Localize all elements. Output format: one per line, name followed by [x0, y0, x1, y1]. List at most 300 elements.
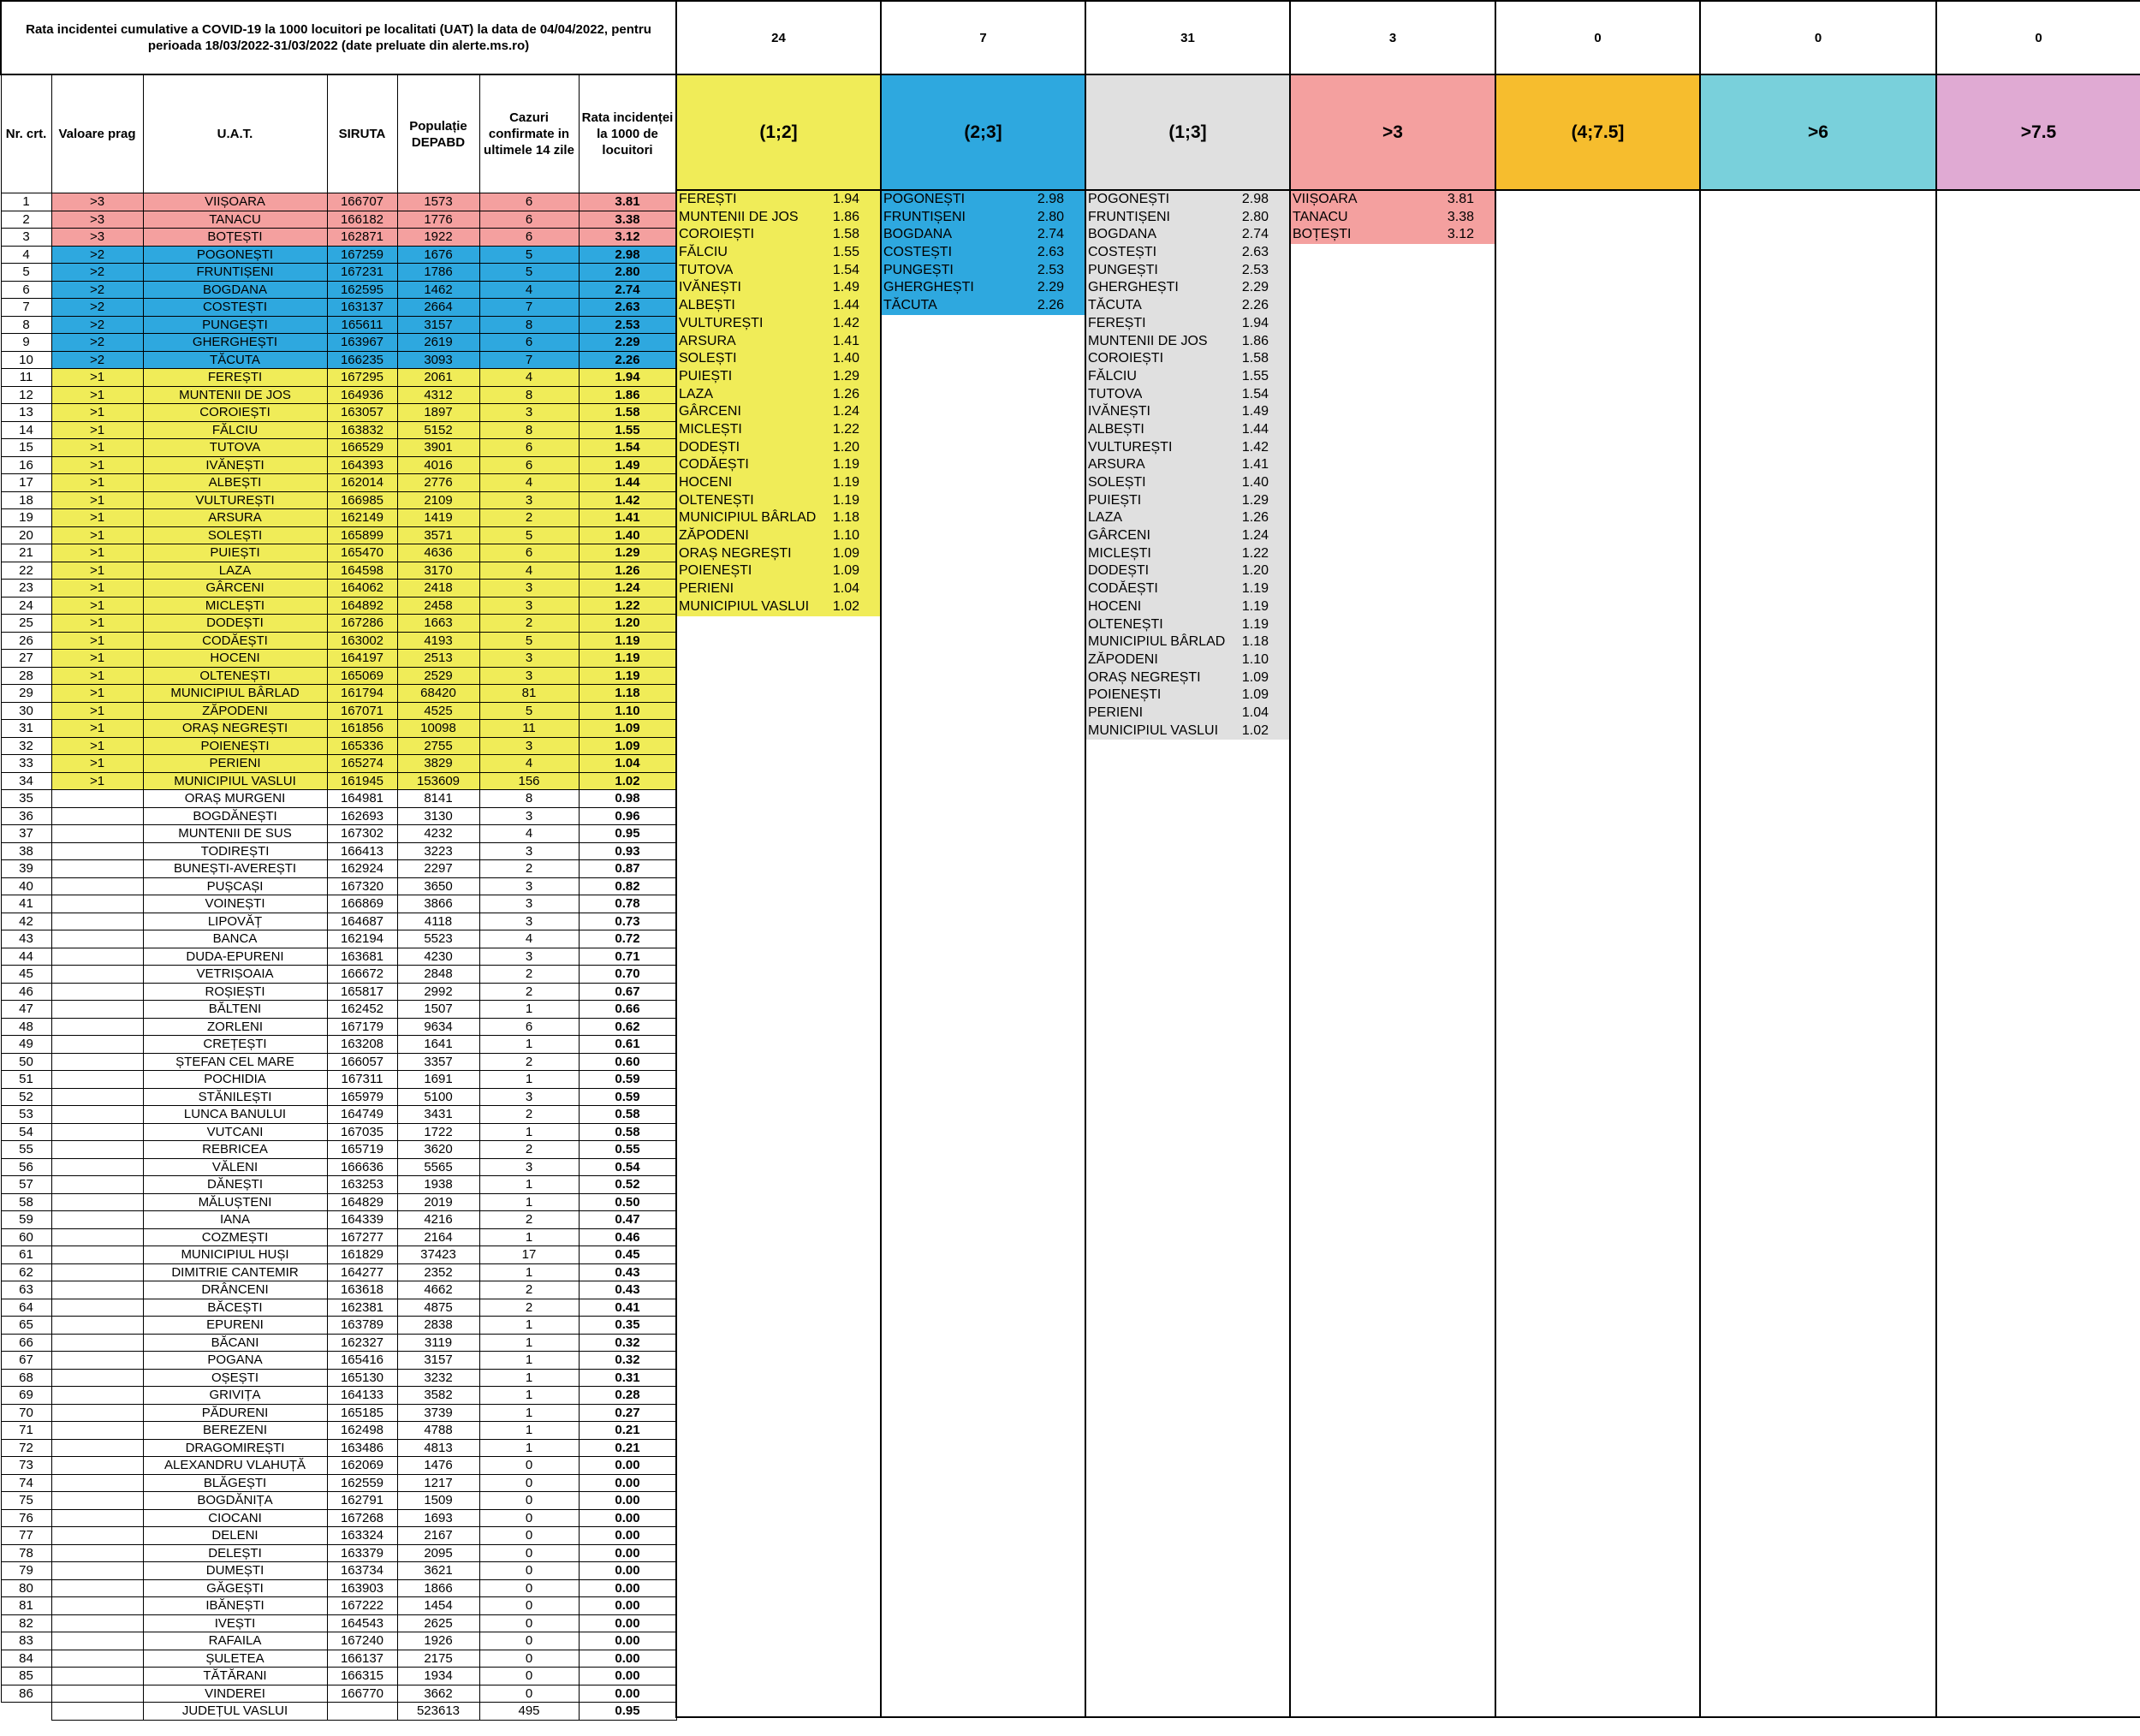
- item-name: MICLEȘTI: [679, 421, 742, 437]
- item-rate: 1.44: [1241, 421, 1269, 437]
- population-cell: 1641: [397, 1036, 479, 1054]
- item-rate: 1.22: [1241, 545, 1269, 561]
- rate-cell: 0.41: [579, 1299, 676, 1317]
- threshold-cell: >1: [51, 474, 143, 492]
- population-cell: 1454: [397, 1597, 479, 1615]
- row-number-cell: 85: [1, 1668, 51, 1685]
- group-list-item: [1086, 633, 1289, 651]
- row-number-cell: 30: [1, 702, 51, 720]
- rate-cell: 0.00: [579, 1650, 676, 1668]
- threshold-cell: [51, 860, 143, 878]
- threshold-cell: >1: [51, 439, 143, 457]
- item-rate: 1.94: [832, 192, 859, 206]
- uat-name-cell: BLĂGEȘTI: [143, 1474, 327, 1492]
- item-rate: 1.09: [1241, 687, 1269, 703]
- table-row: [1, 702, 676, 720]
- uat-name-cell: TĂTĂRANI: [143, 1668, 327, 1685]
- threshold-cell: >2: [51, 281, 143, 299]
- table-row: [1, 509, 676, 527]
- siruta-cell: 165336: [327, 737, 397, 755]
- group-list-item: [677, 297, 880, 315]
- population-cell: 4662: [397, 1281, 479, 1299]
- group-list-item: [677, 492, 880, 510]
- threshold-cell: [51, 1158, 143, 1176]
- population-cell: 2418: [397, 580, 479, 597]
- row-number-cell: 86: [1, 1685, 51, 1703]
- uat-name-cell: OLTENEȘTI: [143, 667, 327, 685]
- rate-cell: 2.74: [579, 281, 676, 299]
- row-number-cell: 10: [1, 351, 51, 369]
- uat-name-cell: CIOCANI: [143, 1509, 327, 1527]
- row-number-cell: 7: [1, 299, 51, 317]
- uat-name-cell: PĂDURENI: [143, 1404, 327, 1422]
- rate-cell: 0.71: [579, 948, 676, 966]
- item-rate: 1.18: [1241, 634, 1269, 650]
- item-name: POGONEȘTI: [883, 192, 966, 206]
- item-rate: 1.19: [1241, 581, 1269, 597]
- cases-cell: 3: [479, 895, 579, 913]
- uat-name-cell: BOGDĂNIȚA: [143, 1492, 327, 1510]
- table-row: [1, 474, 676, 492]
- table-row: [1, 1018, 676, 1036]
- rate-cell: 1.04: [579, 755, 676, 773]
- cases-cell: 0: [479, 1579, 579, 1597]
- group-list-item: [677, 509, 880, 527]
- rate-cell: 1.10: [579, 702, 676, 720]
- group-list: [677, 191, 880, 616]
- siruta-cell: 162452: [327, 1001, 397, 1019]
- group-list-item: [677, 421, 880, 439]
- item-rate: 1.86: [832, 209, 859, 224]
- cases-cell: 3: [479, 1158, 579, 1176]
- group-list-item: [1291, 226, 1495, 244]
- group-label: >3: [1290, 74, 1495, 190]
- item-rate: 1.49: [832, 280, 859, 295]
- group-list-item: [1086, 297, 1289, 315]
- table-row: [1, 334, 676, 352]
- item-rate: 2.80: [1241, 209, 1269, 224]
- population-cell: 1476: [397, 1457, 479, 1475]
- population-cell: 2992: [397, 983, 479, 1001]
- item-rate: 1.19: [832, 457, 859, 473]
- row-number-cell: 47: [1, 1001, 51, 1019]
- group-list-item: [1086, 651, 1289, 669]
- population-cell: 2175: [397, 1650, 479, 1668]
- uat-name-cell: EPURENI: [143, 1317, 327, 1335]
- item-name: ARSURA: [679, 333, 736, 348]
- cases-cell: 2: [479, 983, 579, 1001]
- threshold-cell: >1: [51, 509, 143, 527]
- item-name: PUNGEȘTI: [883, 262, 954, 277]
- population-cell: 3571: [397, 526, 479, 544]
- item-name: MUNICIPIUL BÂRLAD: [679, 510, 817, 526]
- cases-cell: 4: [479, 281, 579, 299]
- population-cell: 4813: [397, 1439, 479, 1457]
- row-number-cell: 8: [1, 316, 51, 334]
- uat-name-cell: DRAGOMIREȘTI: [143, 1439, 327, 1457]
- threshold-cell: >2: [51, 351, 143, 369]
- item-rate: 1.42: [1241, 439, 1269, 455]
- uat-name-cell: VETRIȘOAIA: [143, 966, 327, 984]
- table-row: [1, 1352, 676, 1370]
- table-row: [1, 1334, 676, 1352]
- siruta-cell: 166636: [327, 1158, 397, 1176]
- item-name: MUNICIPIUL VASLUI: [1088, 722, 1219, 738]
- total-cases-cell: 495: [479, 1703, 579, 1721]
- row-number-cell: 63: [1, 1281, 51, 1299]
- item-name: FEREȘTI: [679, 192, 737, 206]
- threshold-cell: [51, 1614, 143, 1632]
- item-rate: 1.20: [1241, 563, 1269, 579]
- rate-cell: 1.55: [579, 421, 676, 439]
- siruta-cell: 167259: [327, 246, 397, 264]
- threshold-cell: [51, 1036, 143, 1054]
- population-cell: 4216: [397, 1211, 479, 1229]
- item-name: BOȚEȘTI: [1293, 227, 1352, 242]
- item-name: ORAȘ NEGREȘTI: [1088, 669, 1201, 685]
- group-list-item: [1086, 562, 1289, 580]
- group-list-item: [677, 333, 880, 351]
- item-rate: 1.86: [1241, 333, 1269, 348]
- group-list-item: [882, 191, 1085, 209]
- rate-cell: 0.43: [579, 1263, 676, 1281]
- row-number-cell: 28: [1, 667, 51, 685]
- group-list-item: [677, 562, 880, 580]
- header-col-rate: Rata incidenței la 1000 de locuitori: [579, 74, 676, 193]
- total-uat-name-cell: JUDEȚUL VASLUI: [143, 1703, 327, 1721]
- group-list-item: [677, 545, 880, 563]
- rate-cell: 1.94: [579, 369, 676, 387]
- group-list-cell: [1495, 190, 1700, 1717]
- cases-cell: 1: [479, 1193, 579, 1211]
- population-cell: 3357: [397, 1053, 479, 1071]
- rate-cell: 0.70: [579, 966, 676, 984]
- table-row: [1, 1439, 676, 1457]
- siruta-cell: 167295: [327, 369, 397, 387]
- cases-cell: 2: [479, 1211, 579, 1229]
- siruta-cell: 165470: [327, 544, 397, 562]
- siruta-cell: 161945: [327, 772, 397, 790]
- row-number-cell: 35: [1, 790, 51, 808]
- group-label: >6: [1700, 74, 1936, 190]
- rate-cell: 0.73: [579, 913, 676, 930]
- rate-cell: 1.18: [579, 685, 676, 703]
- uat-name-cell: ALEXANDRU VLAHUȚĂ: [143, 1457, 327, 1475]
- rate-cell: 0.00: [579, 1685, 676, 1703]
- threshold-cell: [51, 930, 143, 948]
- uat-name-cell: ZĂPODENI: [143, 702, 327, 720]
- table-row: [1, 1193, 676, 1211]
- table-row: [1, 264, 676, 282]
- table-row: [1, 632, 676, 650]
- item-rate: 1.41: [832, 333, 859, 348]
- cases-cell: 4: [479, 930, 579, 948]
- item-name: ALBEȘTI: [679, 298, 735, 313]
- population-cell: 68420: [397, 685, 479, 703]
- cases-cell: 0: [479, 1527, 579, 1545]
- row-number-cell: 40: [1, 877, 51, 895]
- threshold-cell: >1: [51, 720, 143, 738]
- row-number-cell: 6: [1, 281, 51, 299]
- population-cell: 2019: [397, 1193, 479, 1211]
- uat-name-cell: RAFAILA: [143, 1632, 327, 1650]
- header-col-population: Populație DEPABD: [397, 74, 479, 193]
- table-row: [1, 281, 676, 299]
- population-cell: 4875: [397, 1299, 479, 1317]
- rate-cell: 1.20: [579, 615, 676, 633]
- population-cell: 1676: [397, 246, 479, 264]
- header-col-uat: U.A.T.: [143, 74, 327, 193]
- item-name: GHERGHEȘTI: [883, 280, 974, 295]
- cases-cell: 6: [479, 439, 579, 457]
- population-cell: 3739: [397, 1404, 479, 1422]
- cases-cell: 1: [479, 1404, 579, 1422]
- threshold-cell: [51, 1685, 143, 1703]
- population-cell: 9634: [397, 1018, 479, 1036]
- item-name: ALBEȘTI: [1088, 421, 1144, 437]
- header-col-nr: Nr. crt.: [1, 74, 51, 193]
- group-list-cell: [1936, 190, 2140, 1717]
- item-name: CODĂEȘTI: [679, 457, 749, 473]
- threshold-cell: >3: [51, 211, 143, 229]
- siruta-cell: 165185: [327, 1404, 397, 1422]
- population-cell: 1866: [397, 1579, 479, 1597]
- cases-cell: 17: [479, 1246, 579, 1264]
- group-list-item: [1086, 209, 1289, 227]
- population-cell: 37423: [397, 1246, 479, 1264]
- classification-panel: [675, 0, 2140, 1718]
- cases-cell: 5: [479, 264, 579, 282]
- population-cell: 1419: [397, 509, 479, 527]
- item-rate: 1.18: [832, 510, 859, 526]
- item-rate: 2.26: [1241, 298, 1269, 313]
- total-population-cell: 523613: [397, 1703, 479, 1721]
- group-list-item: [677, 244, 880, 262]
- population-cell: 3829: [397, 755, 479, 773]
- rate-cell: 0.55: [579, 1141, 676, 1159]
- uat-name-cell: BĂCEȘTI: [143, 1299, 327, 1317]
- row-number-cell: 57: [1, 1176, 51, 1194]
- cases-cell: 4: [479, 369, 579, 387]
- row-number-cell: 66: [1, 1334, 51, 1352]
- threshold-cell: [51, 983, 143, 1001]
- siruta-cell: 167268: [327, 1509, 397, 1527]
- item-name: PERIENI: [1088, 705, 1144, 720]
- cases-cell: 3: [479, 1088, 579, 1106]
- table-row: [1, 421, 676, 439]
- cases-cell: 4: [479, 825, 579, 843]
- item-name: FĂLCIU: [1088, 368, 1137, 383]
- item-rate: 1.58: [832, 227, 859, 242]
- cases-cell: 6: [479, 1018, 579, 1036]
- cases-cell: 7: [479, 299, 579, 317]
- threshold-cell: [51, 1579, 143, 1597]
- item-rate: 1.10: [832, 528, 859, 544]
- item-name: SOLEȘTI: [1088, 475, 1146, 490]
- population-cell: 2095: [397, 1544, 479, 1562]
- row-number-cell: 39: [1, 860, 51, 878]
- uat-name-cell: LAZA: [143, 562, 327, 580]
- threshold-cell: >3: [51, 229, 143, 247]
- group-list-item: [677, 403, 880, 421]
- row-number-cell: 69: [1, 1387, 51, 1405]
- threshold-cell: >1: [51, 685, 143, 703]
- row-number-cell: 73: [1, 1457, 51, 1475]
- threshold-cell: [51, 1527, 143, 1545]
- group-list-item: [1086, 598, 1289, 616]
- cases-cell: 2: [479, 860, 579, 878]
- population-cell: 5523: [397, 930, 479, 948]
- siruta-cell: 163903: [327, 1579, 397, 1597]
- table-row: [1, 526, 676, 544]
- siruta-cell: 164197: [327, 650, 397, 668]
- cases-cell: 1: [479, 1387, 579, 1405]
- row-number-cell: 48: [1, 1018, 51, 1036]
- threshold-cell: >1: [51, 597, 143, 615]
- cases-cell: 0: [479, 1668, 579, 1685]
- rate-cell: 3.81: [579, 193, 676, 211]
- population-cell: 2109: [397, 491, 479, 509]
- population-cell: 3662: [397, 1685, 479, 1703]
- group-list-item: [1086, 580, 1289, 598]
- rate-cell: 2.29: [579, 334, 676, 352]
- uat-name-cell: IVEȘTI: [143, 1614, 327, 1632]
- table-row: [1, 1562, 676, 1580]
- threshold-cell: [51, 1334, 143, 1352]
- row-number-cell: 22: [1, 562, 51, 580]
- row-number-cell: 43: [1, 930, 51, 948]
- row-number-cell: 42: [1, 913, 51, 930]
- uat-name-cell: POIENEȘTI: [143, 737, 327, 755]
- group-list-item: [677, 350, 880, 368]
- population-cell: 2529: [397, 667, 479, 685]
- item-rate: 2.53: [1241, 262, 1269, 277]
- uat-name-cell: STĂNILEȘTI: [143, 1088, 327, 1106]
- group-list-item: [1086, 545, 1289, 563]
- total-row: [1, 1703, 676, 1721]
- siruta-cell: 161794: [327, 685, 397, 703]
- row-number-cell: 80: [1, 1579, 51, 1597]
- group-list-item: [882, 244, 1085, 262]
- item-name: IVĂNEȘTI: [1088, 404, 1150, 419]
- item-rate: 1.41: [1241, 457, 1269, 473]
- row-number-cell: 1: [1, 193, 51, 211]
- item-name: MUNTENII DE JOS: [1088, 333, 1208, 348]
- population-cell: 3232: [397, 1369, 479, 1387]
- threshold-cell: >2: [51, 334, 143, 352]
- siruta-cell: 165274: [327, 755, 397, 773]
- rate-cell: 3.12: [579, 229, 676, 247]
- siruta-cell: 167071: [327, 702, 397, 720]
- cases-cell: 3: [479, 842, 579, 860]
- siruta-cell: 162327: [327, 1334, 397, 1352]
- group-list-cell: [1290, 190, 1495, 1717]
- uat-name-cell: VUTCANI: [143, 1123, 327, 1141]
- rate-cell: 1.19: [579, 650, 676, 668]
- table-row: [1, 1228, 676, 1246]
- item-name: VULTUREȘTI: [679, 315, 764, 330]
- rate-cell: 1.86: [579, 386, 676, 404]
- table-row: [1, 842, 676, 860]
- table-row: [1, 895, 676, 913]
- uat-name-cell: TODIREȘTI: [143, 842, 327, 860]
- uat-name-cell: VINDEREI: [143, 1685, 327, 1703]
- rate-cell: 0.58: [579, 1123, 676, 1141]
- item-name: LAZA: [1088, 510, 1123, 526]
- item-name: TANACU: [1293, 209, 1348, 224]
- cases-cell: 1: [479, 1228, 579, 1246]
- row-number-cell: 5: [1, 264, 51, 282]
- group-list-item: [1086, 386, 1289, 404]
- row-number-cell: 38: [1, 842, 51, 860]
- uat-name-cell: LIPOVĂȚ: [143, 913, 327, 930]
- population-cell: 2352: [397, 1263, 479, 1281]
- row-number-cell: 60: [1, 1228, 51, 1246]
- table-row: [1, 930, 676, 948]
- row-number-cell: 12: [1, 386, 51, 404]
- table-row: [1, 316, 676, 334]
- threshold-cell: [51, 1457, 143, 1475]
- siruta-cell: 163253: [327, 1176, 397, 1194]
- population-cell: 2755: [397, 737, 479, 755]
- threshold-cell: [51, 1281, 143, 1299]
- rate-cell: 1.02: [579, 772, 676, 790]
- population-cell: 4636: [397, 544, 479, 562]
- cases-cell: 1: [479, 1334, 579, 1352]
- item-rate: 1.54: [1241, 386, 1269, 401]
- row-number-cell: 19: [1, 509, 51, 527]
- group-list: [882, 191, 1085, 315]
- population-cell: 8141: [397, 790, 479, 808]
- table-row: [1, 1668, 676, 1685]
- rate-cell: 0.59: [579, 1088, 676, 1106]
- row-number-cell: 25: [1, 615, 51, 633]
- row-number-cell: 78: [1, 1544, 51, 1562]
- population-cell: 3093: [397, 351, 479, 369]
- item-name: FĂLCIU: [679, 245, 728, 260]
- item-rate: 1.09: [832, 545, 859, 561]
- item-name: DODEȘTI: [1088, 563, 1150, 579]
- rate-cell: 0.00: [579, 1668, 676, 1685]
- siruta-cell: 163486: [327, 1439, 397, 1457]
- uat-name-cell: GĂGEȘTI: [143, 1579, 327, 1597]
- rate-cell: 0.00: [579, 1492, 676, 1510]
- rate-cell: 0.61: [579, 1036, 676, 1054]
- cases-cell: 2: [479, 615, 579, 633]
- row-number-cell: 71: [1, 1422, 51, 1440]
- item-rate: 1.54: [832, 262, 859, 277]
- group-list-item: [677, 368, 880, 386]
- table-row: [1, 1544, 676, 1562]
- threshold-cell: [51, 1509, 143, 1527]
- rate-cell: 0.00: [579, 1579, 676, 1597]
- cases-cell: 5: [479, 526, 579, 544]
- table-row: [1, 790, 676, 808]
- group-list-item: [1086, 687, 1289, 705]
- threshold-cell: [51, 948, 143, 966]
- uat-name-cell: BANCA: [143, 930, 327, 948]
- table-row: [1, 1071, 676, 1089]
- rate-cell: 0.87: [579, 860, 676, 878]
- uat-name-cell: MICLEȘTI: [143, 597, 327, 615]
- group-list-item: [1086, 669, 1289, 687]
- item-rate: 1.04: [832, 581, 859, 597]
- group-list-item: [882, 226, 1085, 244]
- table-row: [1, 1246, 676, 1264]
- siruta-cell: 163057: [327, 404, 397, 422]
- group-list-item: [1086, 191, 1289, 209]
- population-cell: 1509: [397, 1492, 479, 1510]
